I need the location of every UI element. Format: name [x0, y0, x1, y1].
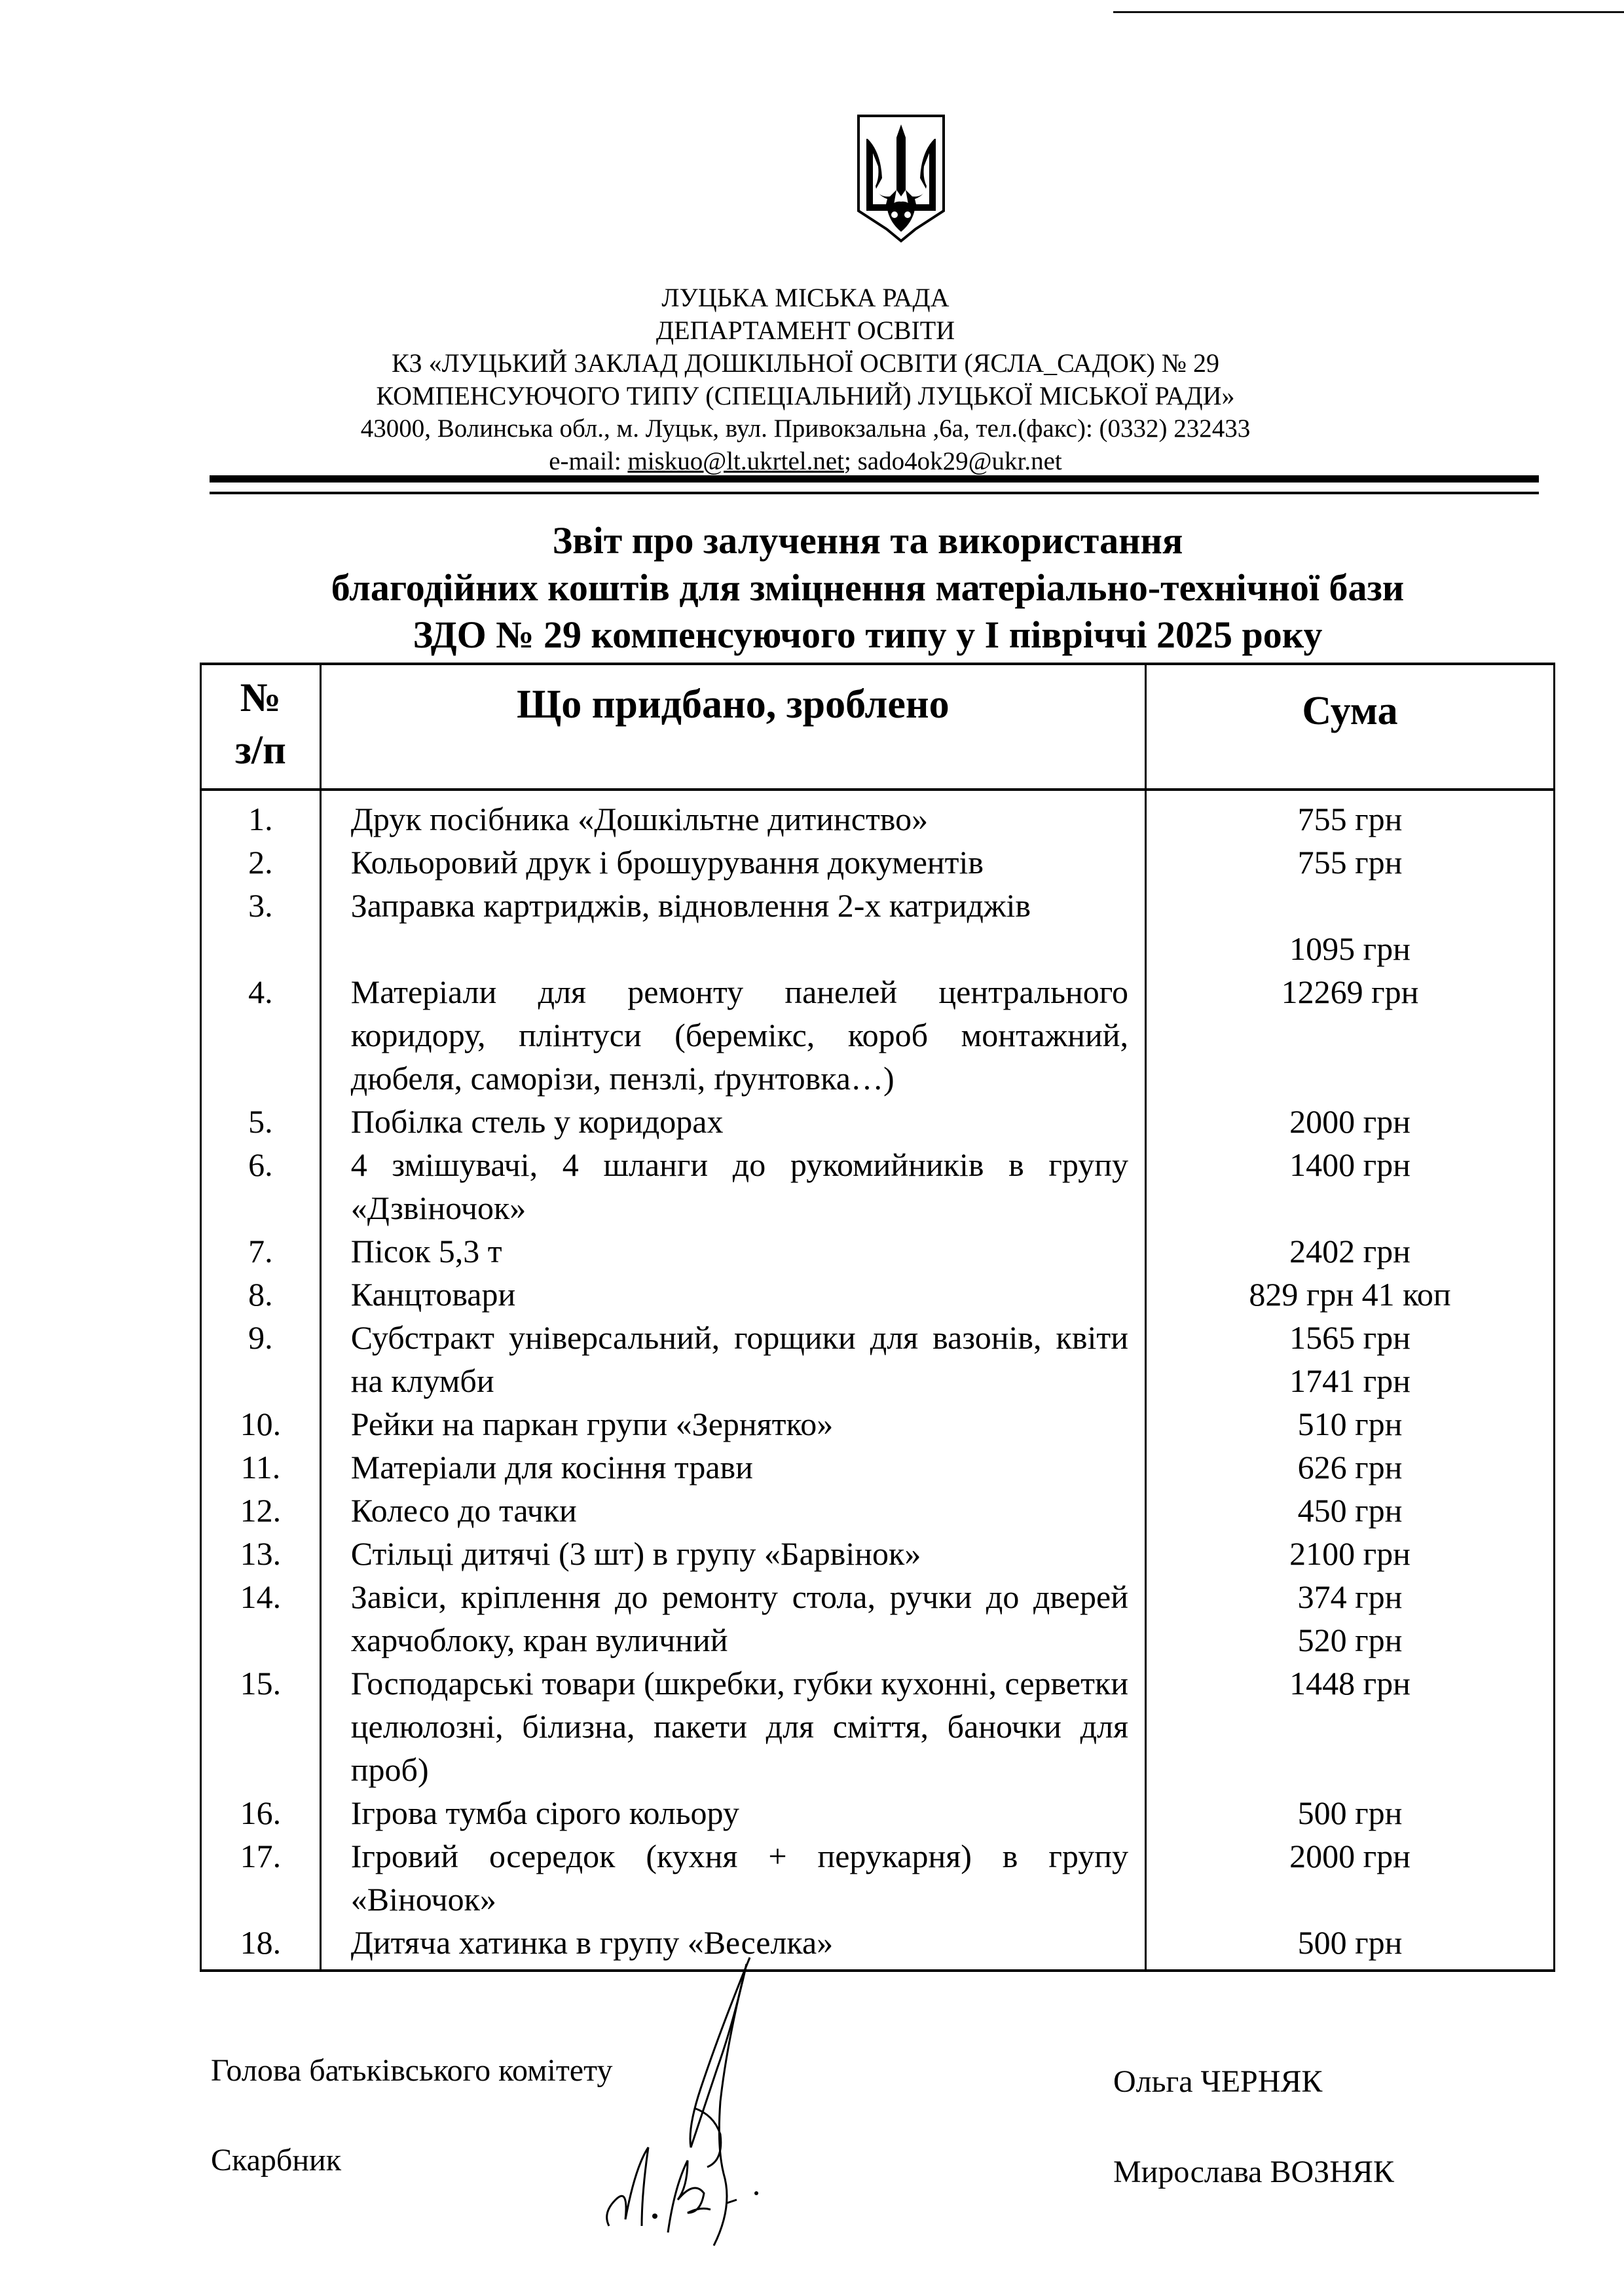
report-title: [216, 517, 1519, 659]
signature-role-treasurer: Скарбник: [211, 2143, 342, 2178]
letterhead-institution-name-1: КЗ «ЛУЦЬКИЙ ЗАКЛАД ДОШКІЛЬНОЇ ОСВІТИ (ЯСЛА_САДОК) № 29: [391, 348, 1220, 378]
letterhead-address: 43000, Волинська обл., м. Луцьк, вул. Привокзальна ,6а, тел.(факс): (0332) 232433: [360, 414, 1251, 443]
row-description: Друк посібника «Дошкільтне дитинство»: [320, 790, 1145, 841]
row-number: 14.: [201, 1575, 321, 1662]
table-row: [201, 1316, 1555, 1402]
sum-amount: 2000 грн: [1289, 1838, 1411, 1874]
row-description: Рейки на паркан групи «Зернятко»: [320, 1402, 1145, 1446]
table-header-row: [201, 664, 1555, 790]
row-number: 1.: [201, 790, 321, 841]
table-row: [201, 841, 1555, 884]
report-title-line-2: благодійних коштів для зміцнення матеріально-технічної бази: [331, 566, 1405, 609]
table-row: [201, 1230, 1555, 1273]
row-sum: [1145, 1575, 1554, 1662]
signature-role-chair: Голова батьківського комітету: [211, 2053, 613, 2088]
table-row: [201, 884, 1555, 970]
sum-amount: 450 грн: [1297, 1492, 1403, 1529]
sum-amount: 1565 грн: [1289, 1319, 1411, 1356]
row-sum: [1145, 1100, 1554, 1143]
sum-amount: 500 грн: [1297, 1924, 1403, 1961]
email-link-1[interactable]: miskuo@lt.ukrtel.net: [627, 447, 845, 475]
table-row: [201, 1100, 1555, 1143]
row-description: Побілка стель у коридорах: [320, 1100, 1145, 1143]
table-row: [201, 970, 1555, 1100]
sum-amount: 2000 грн: [1289, 1103, 1411, 1140]
row-sum: [1145, 1402, 1554, 1446]
letterhead-city-council: ЛУЦЬКА МІСЬКА РАДА: [661, 283, 950, 312]
expenses-table: [200, 663, 1555, 1972]
row-number: 15.: [201, 1662, 321, 1791]
row-description: Заправка картриджів, відновлення 2-х катриджів: [320, 884, 1145, 970]
row-number: 8.: [201, 1273, 321, 1316]
sum-amount: 2402 грн: [1289, 1233, 1411, 1269]
row-number: 18.: [201, 1921, 321, 1971]
row-sum: [1145, 1921, 1554, 1971]
sum-amount: 829 грн 41 коп: [1249, 1276, 1451, 1313]
row-description: Завіси, кріплення до ремонту стола, ручки до дверей харчоблоку, кран вуличний: [320, 1575, 1145, 1662]
row-number: 2.: [201, 841, 321, 884]
sum-amount: 500 грн: [1297, 1795, 1403, 1831]
letterhead-rule-thick: [210, 475, 1539, 483]
row-number: 6.: [201, 1143, 321, 1230]
header-number: [201, 664, 321, 790]
table-row: [201, 1143, 1555, 1230]
row-sum: [1145, 1791, 1554, 1834]
report-title-line-3: ЗДО № 29 компенсуючого типу у І півріччі 2025 року: [413, 613, 1323, 656]
coat-of-arms-icon: [853, 113, 949, 244]
row-number: 4.: [201, 970, 321, 1100]
letterhead-rule-thin: [210, 492, 1539, 494]
row-description: Субстракт універсальний, горщики для вазонів, квіти на клумби: [320, 1316, 1145, 1402]
row-number: 13.: [201, 1532, 321, 1575]
table-row: [201, 1489, 1555, 1532]
sum-amount: 1400 грн: [1289, 1146, 1411, 1183]
row-number: 9.: [201, 1316, 321, 1402]
letterhead-institution-name-2: КОМПЕНСУЮЧОГО ТИПУ (СПЕЦІАЛЬНИЙ) ЛУЦЬКОЇ МІСЬКОЇ РАДИ»: [376, 381, 1235, 410]
row-sum: [1145, 1316, 1554, 1402]
sum-amount: 520 грн: [1297, 1622, 1403, 1658]
row-number: 3.: [201, 884, 321, 970]
table-row: [201, 1446, 1555, 1489]
header-number-abbr: з/п: [234, 728, 286, 773]
header-description: Що придбано, зроблено: [320, 664, 1145, 790]
sum-amount: 510 грн: [1297, 1406, 1403, 1442]
row-sum: [1145, 1834, 1554, 1921]
row-number: 7.: [201, 1230, 321, 1273]
row-number: 11.: [201, 1446, 321, 1489]
header-number-symbol: №: [240, 676, 282, 720]
sum-amount: 1741 грн: [1289, 1362, 1411, 1399]
row-number: 10.: [201, 1402, 321, 1446]
row-number: 12.: [201, 1489, 321, 1532]
table-row: [201, 1834, 1555, 1921]
sum-amount: 12269 грн: [1281, 974, 1419, 1010]
row-description: Дитяча хатинка в групу «Веселка»: [320, 1921, 1145, 1971]
table-row: [201, 1575, 1555, 1662]
row-description: Стільці дитячі (3 шт) в групу «Барвінок»: [320, 1532, 1145, 1575]
letterhead-department: ДЕПАРТАМЕНТ ОСВІТИ: [655, 316, 955, 345]
row-description: Колесо до тачки: [320, 1489, 1145, 1532]
row-sum: [1145, 884, 1554, 970]
row-description: Матеріали для косіння трави: [320, 1446, 1145, 1489]
letterhead: [216, 282, 1395, 478]
table-row: [201, 1273, 1555, 1316]
sum-amount: 1448 грн: [1289, 1665, 1411, 1702]
row-sum: [1145, 1532, 1554, 1575]
row-description: Ігровий осередок (кухня + перукарня) в групу «Віночок»: [320, 1834, 1145, 1921]
email-separator: ;: [844, 447, 851, 475]
table-row: [201, 790, 1555, 841]
table-row: [201, 1791, 1555, 1834]
row-description: Канцтовари: [320, 1273, 1145, 1316]
sum-amount: 626 грн: [1297, 1449, 1403, 1485]
row-sum: [1145, 790, 1554, 841]
header-sum: Сума: [1145, 664, 1554, 790]
row-description: 4 змішувачі, 4 шланги до рукомийників в групу «Дзвіночок»: [320, 1143, 1145, 1230]
scan-edge-line: [1113, 11, 1624, 13]
sum-amount: [1147, 884, 1553, 927]
sum-amount: 755 грн: [1297, 844, 1403, 881]
sum-amount: 755 грн: [1297, 801, 1403, 837]
row-description: Ігрова тумба сірого кольору: [320, 1791, 1145, 1834]
row-description: Пісок 5,3 т: [320, 1230, 1145, 1273]
row-number: 5.: [201, 1100, 321, 1143]
signature-name-chair: Ольга ЧЕРНЯК: [1113, 2064, 1323, 2099]
row-sum: [1145, 1230, 1554, 1273]
row-sum: [1145, 1446, 1554, 1489]
sum-amount: 2100 грн: [1289, 1535, 1411, 1572]
email-link-2[interactable]: sado4ok29@ukr.net: [857, 447, 1062, 475]
row-sum: [1145, 1489, 1554, 1532]
handwritten-signatures: [589, 1951, 956, 2252]
email-label: e-mail:: [549, 447, 621, 475]
row-sum: [1145, 1143, 1554, 1230]
sum-amount: 374 грн: [1297, 1578, 1403, 1615]
table-row: [201, 1662, 1555, 1791]
table-body: [201, 790, 1555, 1971]
row-number: 16.: [201, 1791, 321, 1834]
row-number: 17.: [201, 1834, 321, 1921]
row-sum: [1145, 970, 1554, 1100]
row-description: Матеріали для ремонту панелей центрального коридору, плінтуси (беремікс, короб монтажний, дюбеля, саморізи, пензлі, ґрунтовка…): [320, 970, 1145, 1100]
row-sum: [1145, 841, 1554, 884]
table-row: [201, 1532, 1555, 1575]
report-title-line-1: Звіт про залучення та використання: [552, 519, 1183, 562]
signature-name-treasurer: Мирослава ВОЗНЯК: [1113, 2155, 1394, 2189]
row-sum: [1145, 1662, 1554, 1791]
row-sum: [1145, 1273, 1554, 1316]
row-description: Господарські товари (шкребки, губки кухонні, серветки целюлозні, білизна, пакети для сміття, баночки для проб): [320, 1662, 1145, 1791]
table-row: [201, 1402, 1555, 1446]
row-description: Кольоровий друк і брошурування документів: [320, 841, 1145, 884]
letterhead-email-line: [216, 445, 1395, 478]
sum-amount: 1095 грн: [1289, 930, 1411, 967]
